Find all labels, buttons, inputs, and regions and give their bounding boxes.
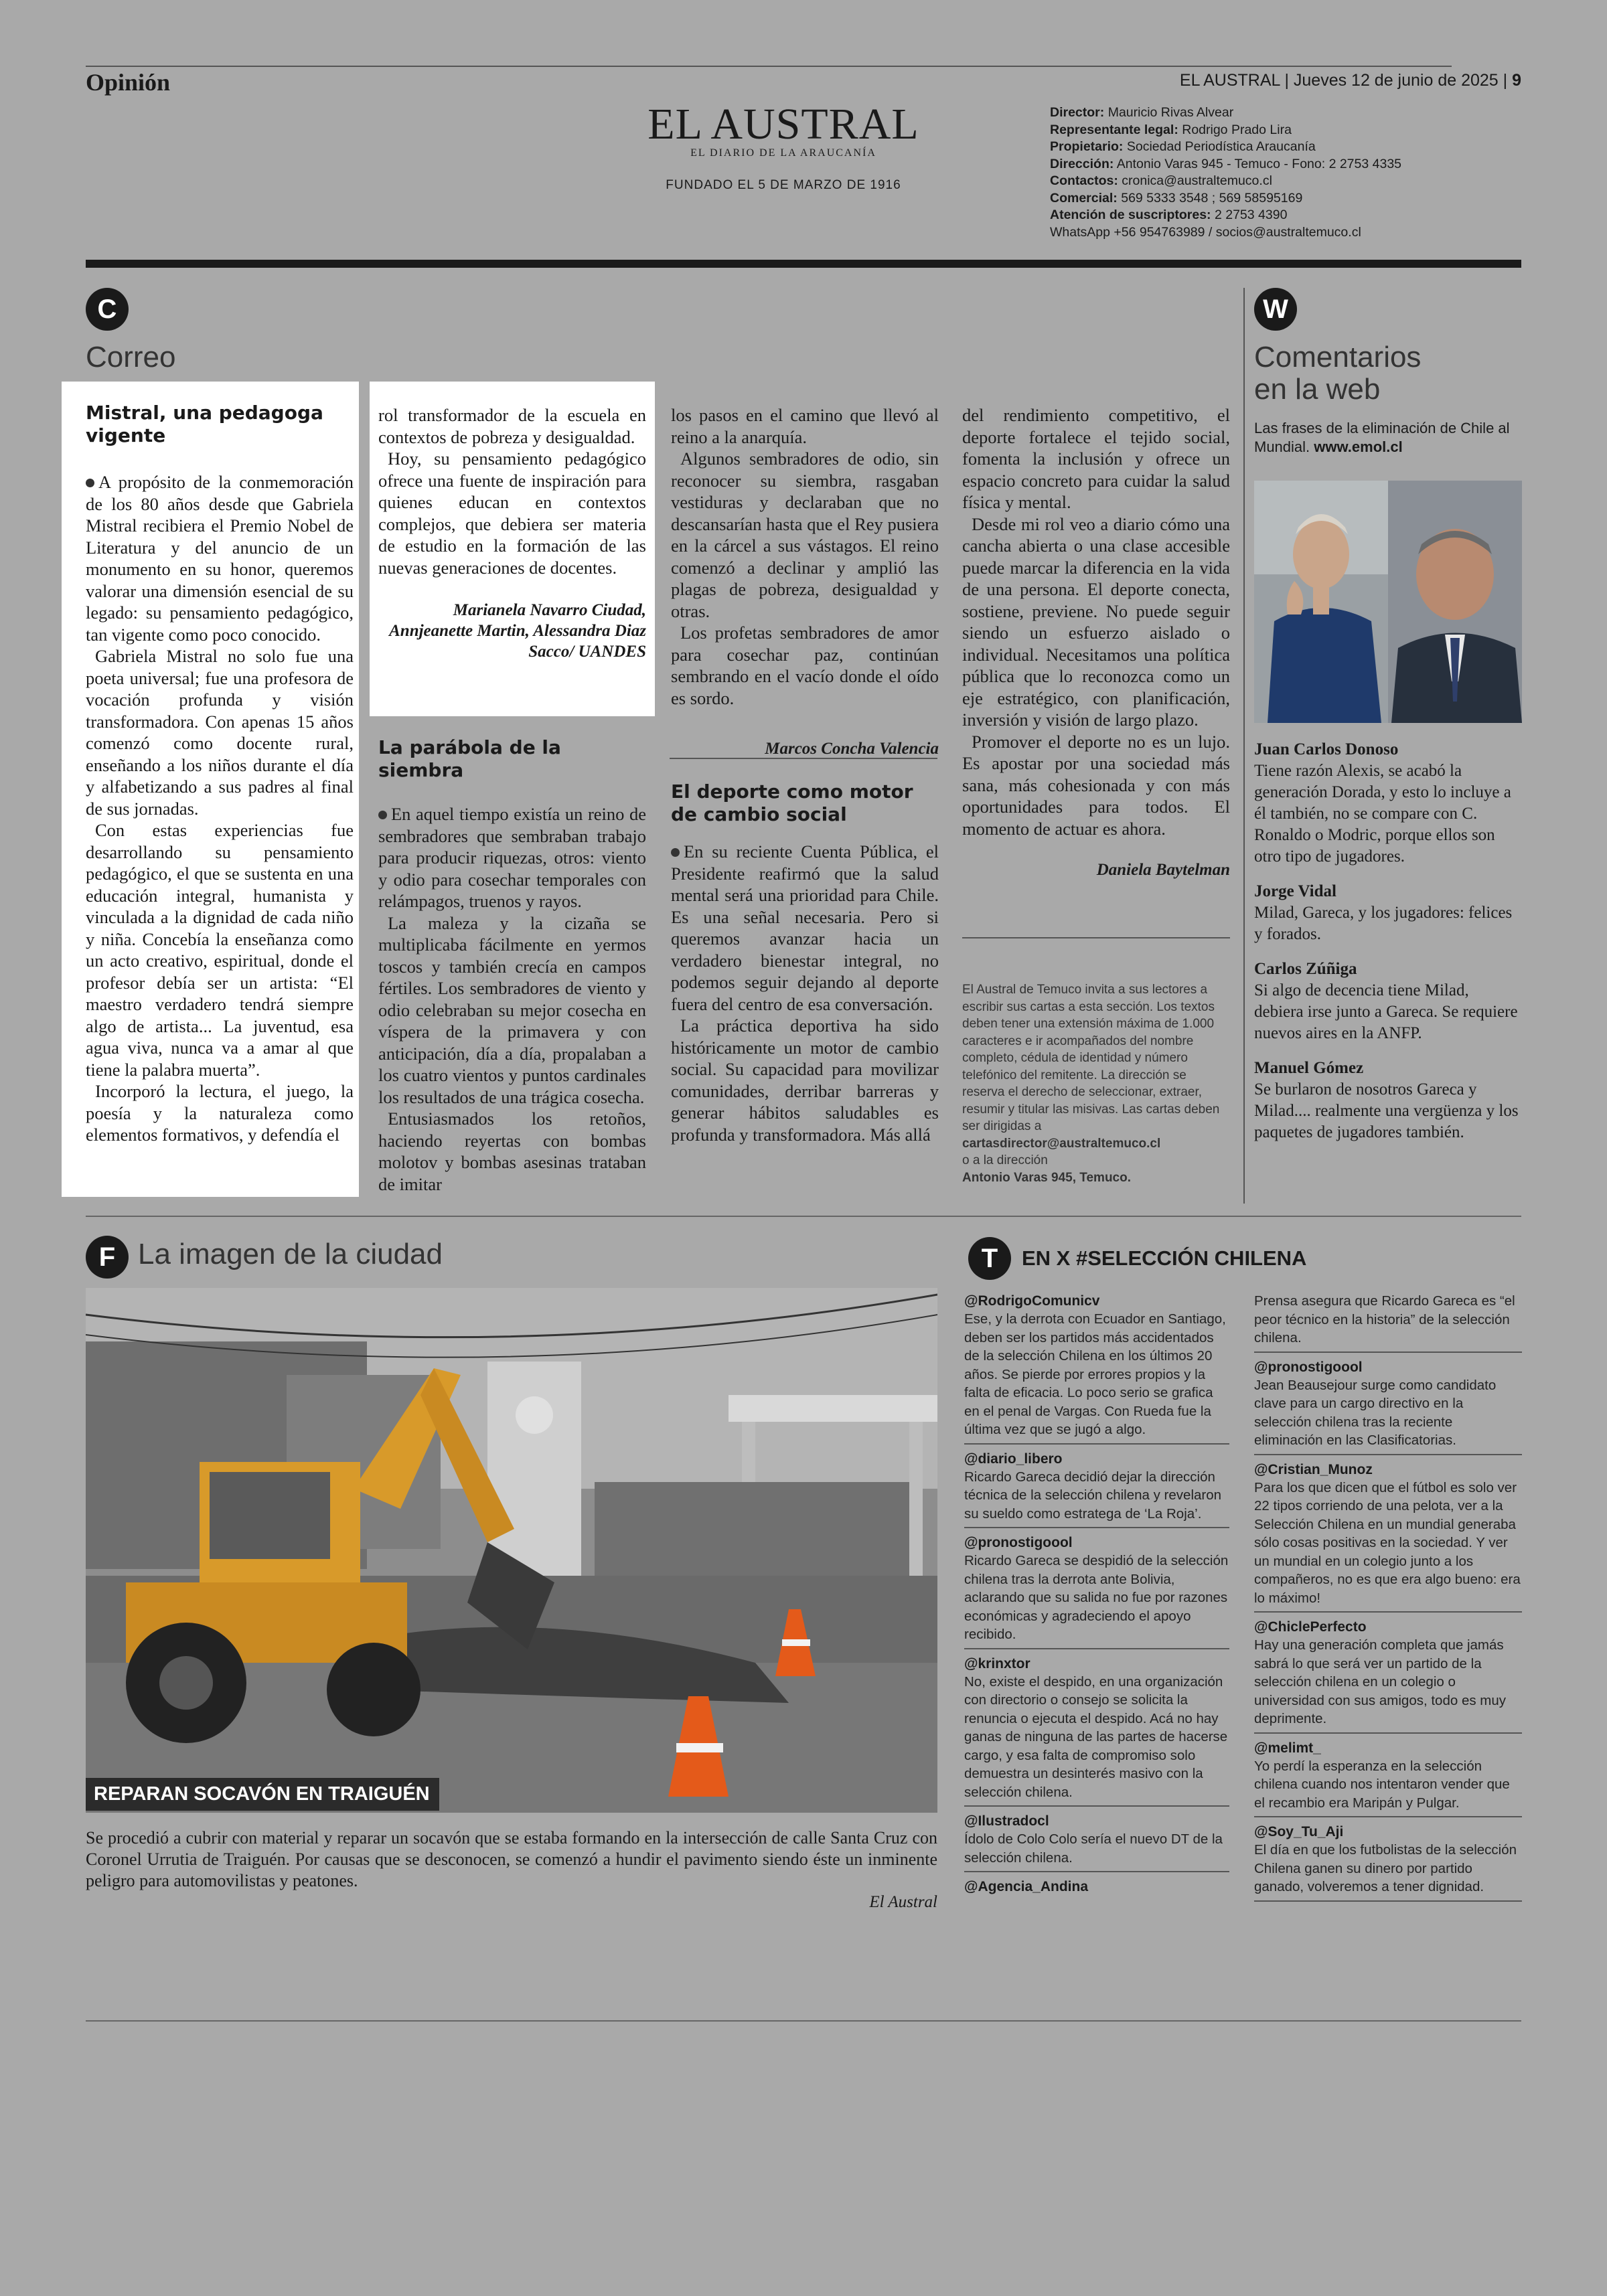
city-caption: Se procedió a cubrir con material y reparar un socavón que se estaba formando en la intersección de calle Santa Cruz con Coronel Urrutia de Traiguén. Por causas que se desconocen, se comenzó a hundir el pavimento siendo éste un inminente peligro para automovilistas y peatones. El Austral xyxy=(86,1828,937,1911)
letter1-continued xyxy=(378,404,646,662)
letters-address: Antonio Varas 945, Temuco. xyxy=(962,1170,1132,1185)
staff-line: Atención de suscriptores: 2 2753 4390 xyxy=(1050,208,1288,222)
staff-line: Dirección: Antonio Varas 945 - Temuco - Fono: 2 2753 4335 xyxy=(1050,156,1402,171)
paragraph: los pasos en el camino que llevó al reino a la anarquía. xyxy=(671,405,939,447)
comment-text: Milad, Gareca, y los jugadores: felices y forados. xyxy=(1254,904,1513,943)
web-title: Comentarios en la web xyxy=(1254,341,1422,406)
bullet-icon xyxy=(86,479,94,487)
founded-line: FUNDADO EL 5 DE MARZO DE 1916 xyxy=(666,178,901,192)
letter1-column xyxy=(86,402,354,1146)
paragraph: La práctica deportiva ha sido históricamente un motor de cambio social. Su capacidad para movilizar comunidades, derribar barreras y generar hábitos saludables es profunda y transformadora. Más allá xyxy=(671,1015,939,1145)
paragraph: del rendimiento competitivo, el deporte fortalece el tejido social, fomenta la inclusión y ofrece un espacio concreto para cuidar la salud física y mental. xyxy=(962,405,1230,512)
dateline xyxy=(1180,71,1521,90)
staff-line: Propietario: Sociedad Periodística Araucanía xyxy=(1050,139,1316,154)
comment-text: Tiene razón Alexis, se acabó la generación Dorada, y esto lo incluye a él también, no se compare con C. Ronaldo o Modric, porque ellos son otro tipo de jugadores. xyxy=(1254,762,1511,866)
x-text: Ídolo de Colo Colo sería el nuevo DT de la selección chilena. xyxy=(964,1831,1223,1866)
city-badge: F xyxy=(86,1236,129,1279)
dateline-text: EL AUSTRAL | Jueves 12 de junio de 2025 | xyxy=(1179,71,1508,90)
x-post xyxy=(1254,1739,1522,1818)
masthead-sub: EL DIARIO DE LA ARAUCANÍA xyxy=(690,147,876,159)
bullet-icon xyxy=(671,848,680,857)
letter2-column-b xyxy=(671,404,939,759)
paragraph: A propósito de la conmemoración de los 80 años desde que Gabriela Mistral recibiera el Premio Nobel de Literatura y del anuncio de un monumento en su honor, queremos valorar una dimensión esencial de su legado: su pensamiento pedagógico, tan vigente como poco conocido. xyxy=(86,472,354,645)
city-credit: El Austral xyxy=(869,1893,937,1911)
staff-line: WhatsApp +56 954763989 / socios@australtemuco.cl xyxy=(1050,224,1361,240)
letter3-column-a xyxy=(671,781,939,1145)
x-post xyxy=(1254,1823,1522,1902)
letter1-signature: Marianela Navarro Ciudad, Annjeanette Martin, Alessandra Diaz Sacco/ UANDES xyxy=(389,601,646,661)
letters-email[interactable]: cartasdirector@australtemuco.cl xyxy=(962,1136,1161,1151)
web-comment xyxy=(1254,739,1522,868)
page-number: 9 xyxy=(1512,71,1521,90)
x-post xyxy=(964,1812,1229,1872)
correo-title: Correo xyxy=(86,341,176,374)
x-handle[interactable]: @diario_libero xyxy=(964,1451,1063,1467)
masthead-logo: EL AUSTRAL xyxy=(647,100,919,149)
x-text: Prensa asegura que Ricardo Gareca es “el peor técnico en la historia” de la selección chilena. xyxy=(1254,1293,1515,1345)
web-badge: W xyxy=(1254,288,1297,331)
web-photo xyxy=(1254,481,1522,723)
x-handle[interactable]: @Ilustradocl xyxy=(964,1813,1049,1829)
section-label: Opinión xyxy=(86,69,171,96)
x-text: Ricardo Gareca se despidió de la selección chilena tras la derrota ante Bolivia, aclarando que su salida no fue por razones económicas y agradeciendo el apoyo recibido. xyxy=(964,1553,1229,1642)
staff-line: Comercial: 569 5333 3548 ; 569 58595169 xyxy=(1050,190,1303,206)
paragraph: Promover el deporte no es un lujo. Es apostar por una sociedad más sana, más cohesionada y con más oportunidades para todos. El momento de actuar es ahora. xyxy=(962,731,1230,839)
comment-text: Se burlaron de nosotros Gareca y Milad.... realmente una vergüenza y los paquetes de jugadores también. xyxy=(1254,1080,1519,1141)
comment-author: Jorge Vidal xyxy=(1254,882,1336,900)
letter1-headline: Mistral, una pedagoga vigente xyxy=(86,402,323,446)
x-handle[interactable]: @Cristian_Munoz xyxy=(1254,1461,1373,1477)
letter3-headline: El deporte como motor de cambio social xyxy=(671,781,913,825)
web-intro: Las frases de la eliminación de Chile al Mundial. www.emol.cl xyxy=(1254,420,1510,455)
paragraph: Incorporó la lectura, el juego, la poesía y la naturaleza como elementos formativos, y defendía el xyxy=(86,1081,354,1145)
paragraph: La maleza y la cizaña se multiplicaba fácilmente en yermos toscos y también crecía en campos fértiles. Los sembradores de viento y odio celebraban su mejor cosecha en víspera de la primavera y con anticipación, día a día, propalaban a los cuatro vientos y puntos cardinales los resultados de una trágica cosecha. xyxy=(378,912,646,1107)
bullet-icon xyxy=(378,811,387,819)
paragraph: Desde mi rol veo a diario cómo una cancha abierta o una clase accesible puede marcar la diferencia en la vida de una persona. El deporte conecta, sostiene, previene. No puede seguir siendo un esfuerzo aislado o individual. Necesitamos una política pública que lo reconozca como un eje estratégico, con planificación, inversión y visión de largo plazo. xyxy=(962,513,1230,730)
x-badge: T xyxy=(968,1237,1011,1280)
x-post xyxy=(964,1655,1229,1807)
x-handle[interactable]: @RodrigoComunicv xyxy=(964,1293,1100,1309)
staff-line: Director: Mauricio Rivas Alvear xyxy=(1050,105,1234,120)
letters-or: o a la dirección xyxy=(962,1153,1048,1167)
paragraph: En aquel tiempo existía un reino de sembradores que sembraban trabajo para producir riquezas, otros: viento y odio para cosechar temporales con relámpagos, truenos y rayos. xyxy=(378,804,646,911)
x-post xyxy=(964,1292,1229,1445)
comment-text: Si algo de decencia tiene Milad, debiera irse junto a Gareca. Se requiere nuevos aires en la ANFP. xyxy=(1254,981,1518,1042)
staff-line: Contactos: cronica@australtemuco.cl xyxy=(1050,173,1272,188)
x-post xyxy=(1254,1461,1522,1613)
x-handle[interactable]: @pronostigoool xyxy=(964,1535,1073,1550)
letter3-signature: Daniela Baytelman xyxy=(1096,861,1230,879)
city-photo-label: REPARAN SOCAVÓN EN TRAIGUÉN xyxy=(86,1778,439,1811)
letter2-signature: Marcos Concha Valencia xyxy=(765,740,939,758)
x-text: Jean Beausejour surge como candidato clave para un cargo directivo en la selección chilena tras la reciente eliminación en las Clasificatorias. xyxy=(1254,1377,1497,1448)
staff-box xyxy=(1050,104,1401,241)
letter2-body xyxy=(378,803,646,1195)
web-comment xyxy=(1254,881,1522,945)
paragraph: Entusiasmados los retoños, haciendo reyertas con bombas molotov y bombas asesinas trataban de imitar xyxy=(378,1109,646,1194)
letter1-body xyxy=(86,471,354,1146)
x-post xyxy=(964,1878,1229,1896)
x-handle[interactable]: @pronostigoool xyxy=(1254,1359,1363,1375)
web-comment xyxy=(1254,1058,1522,1143)
correo-badge: C xyxy=(86,288,129,331)
web-source-link[interactable]: www.emol.cl xyxy=(1314,438,1403,455)
letter2-body-continued xyxy=(671,404,939,709)
letter3-column-b xyxy=(962,404,1230,880)
letters-note: El Austral de Temuco invita a sus lectores a escribir sus cartas a esta sección. Los textos deben tener una extensión máxima de 1.000 caracteres e ir acompañados del nombre completo, cédula de identidad y número telefónico del remitente. La dirección se reserva el derecho de seleccionar, extraer, resumir y titular las misivas. Las cartas deben ser dirigidas a cartasdirector@australtemuco.cl o a la dirección Antonio Varas 945, Temuco. xyxy=(962,981,1229,1186)
web-comment xyxy=(1254,959,1522,1044)
x-text: El día en que los futbolistas de la selección Chilena ganen su dinero por partido ganado, volveremos a tener dignidad. xyxy=(1254,1842,1517,1894)
x-text: Ese, y la derrota con Ecuador en Santiago, deben ser los partidos más accidentados de la selección Chilena en los últimos 20 años. Se pierde por errores propios y la falta de eficacia. Lo poco serio se grafica en el penal de Vargas. Con Rueda fue la última vez que se jugó a algo. xyxy=(964,1311,1226,1437)
x-handle[interactable]: @melimt_ xyxy=(1254,1740,1321,1756)
comment-author: Manuel Gómez xyxy=(1254,1059,1364,1077)
letter1-body-continued xyxy=(378,404,646,578)
x-text: Para los que dicen que el fútbol es solo ver 22 tipos corriendo de una pelota, ver a la Selección Chilena en un mundial generaba sólo cosas positivas en la sociedad. Y ver un mundial en un colegio junto a los compañeros, no es que era algo bueno: era lo máximo! xyxy=(1254,1479,1521,1606)
paragraph: Los profetas sembradores de amor para cosechar paz, continúan sembrando en el vacío donde el oído es sordo. xyxy=(671,623,939,708)
comment-author: Juan Carlos Donoso xyxy=(1254,740,1399,758)
x-text: Yo perdí la esperanza en la selección chilena cuando nos intentaron vender que el recambio era Maripán y Pulgar. xyxy=(1254,1758,1510,1811)
x-handle[interactable]: @ChiclePerfecto xyxy=(1254,1619,1367,1635)
paragraph: Algunos sembradores de odio, sin reconocer su siembra, rasgaban vestiduras y declaraban que no descansarían hasta que el Rey pusiera en la cárcel a sus vástagos. El reino comenzó a declinar y amplió las plagas de pobreza, desigualdad y otras. xyxy=(671,448,939,621)
x-post xyxy=(1254,1292,1522,1353)
x-column-right xyxy=(1254,1292,1522,1902)
city-title: La imagen de la ciudad xyxy=(138,1238,443,1270)
paragraph: Gabriela Mistral no solo fue una poeta universal; fue una profesora de vocación profunda y visión transformadora. Con apenas 15 años comenzó como docente rural, enseñando a los niños durante el día y alfabetizando a sus padres al final de sus jornadas. xyxy=(86,646,354,819)
paragraph: rol transformador de la escuela en contextos de pobreza y desigualdad. xyxy=(378,405,646,447)
x-handle[interactable]: @Agencia_Andina xyxy=(964,1879,1089,1894)
x-post xyxy=(964,1450,1229,1529)
paragraph: Con estas experiencias fue desarrollando su pensamiento pedagógico, el que se sustenta en una educación integral, humanista y vinculada a la dignidad de cada niño y niña. Concebía la enseñanza como un acto creativo, espiritual, donde el profesor debía ser un artista: “El maestro verdadero tendrá siempre algo de artista... La juventud, esa agua viva, nunca va a amar al que tiene la palabra muerta”. xyxy=(86,820,354,1080)
x-handle[interactable]: @krinxtor xyxy=(964,1655,1030,1671)
web-comments xyxy=(1254,739,1522,1143)
paragraph: Hoy, su pensamiento pedagógico ofrece una fuente de inspiración para quienes educan en contextos complejos, que debiera ser materia de estudio en la formación de las nuevas generaciones de docentes. xyxy=(378,448,646,578)
x-column-left xyxy=(964,1292,1229,1896)
comment-author: Carlos Zúñiga xyxy=(1254,960,1357,978)
letter3-body xyxy=(671,841,939,1145)
x-text: Ricardo Gareca decidió dejar la dirección técnica de la selección chilena y revelaron su sueldo como estratega de ‘La Roja’. xyxy=(964,1469,1222,1522)
letter3-body-continued xyxy=(962,404,1230,839)
letter2-column-a xyxy=(378,736,646,1195)
x-post xyxy=(1254,1358,1522,1455)
x-post xyxy=(964,1534,1229,1649)
x-handle[interactable]: @Soy_Tu_Aji xyxy=(1254,1824,1344,1839)
city-photo xyxy=(86,1288,937,1813)
x-text: Hay una generación completa que jamás sabrá lo que será ver un partido de la selección chilena en un colegio o universidad con sus amigos, todo es muy deprimente. xyxy=(1254,1637,1507,1726)
paragraph: En su reciente Cuenta Pública, el Presidente reafirmó que la salud mental será una prioridad para Chile. Es una señal necesaria. Pero si queremos avanzar hacia un verdadero bienestar integral, no podemos seguir dejando al deporte fuera del centro de esa conversación. xyxy=(671,841,939,1014)
x-title: EN X #SELECCIÓN CHILENA xyxy=(1022,1246,1307,1270)
letter2-headline: La parábola de la siembra xyxy=(378,736,561,781)
x-text: No, existe el despido, en una organización con directorio o consejo se solicita la renuncia o ejecuta el despido. Acá no hay ganas de ninguna de las partes de hacerse cargo, y esa falta de compromiso solo demuestra un desinterés masivo con la selección chilena. xyxy=(964,1673,1228,1800)
staff-line: Representante legal: Rodrigo Prado Lira xyxy=(1050,122,1292,137)
x-post xyxy=(1254,1618,1522,1734)
